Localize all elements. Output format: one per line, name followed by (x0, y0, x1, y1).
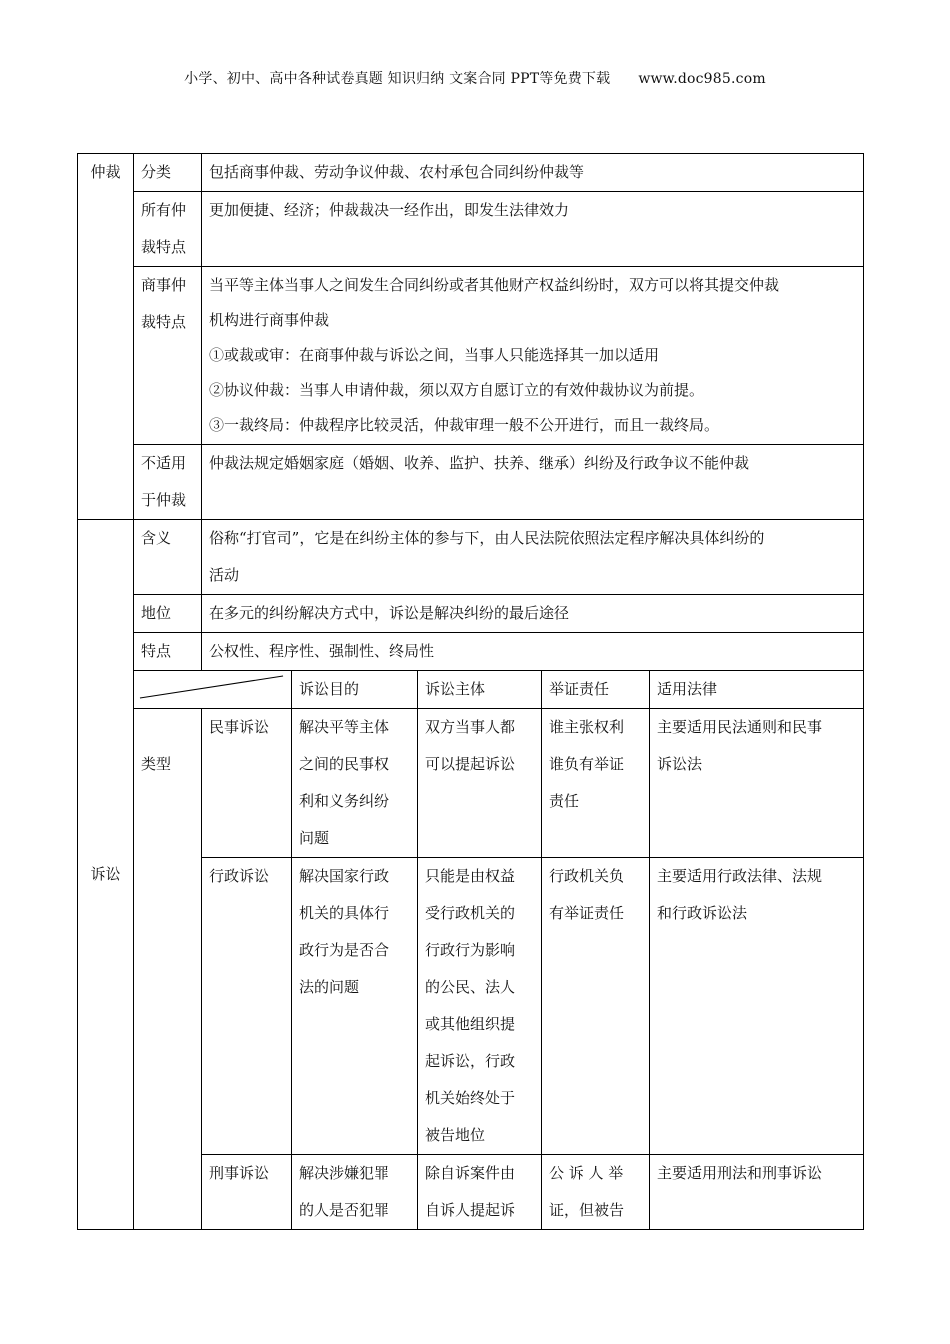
arbitration-general-features-content: 更加便捷、经济；仲裁裁决一经作出，即发生法律效力 (202, 192, 864, 267)
litigation-sub-label: 特点 (134, 633, 202, 671)
arbitration-row-general-features (78, 192, 864, 267)
type-subject: 双方当事人都 可以提起诉讼 (418, 709, 542, 858)
type-subject: 除自诉案件由 自诉人提起诉 (418, 1155, 542, 1230)
litigation-features-content: 公权性、程序性、强制性、终局性 (202, 633, 864, 671)
litigation-row-features (78, 633, 864, 671)
type-purpose: 解决国家行政 机关的具体行 政行为是否合 法的问题 (292, 858, 418, 1155)
litigation-sub-label: 含义 (134, 520, 202, 595)
type-subject: 只能是由权益 受行政机关的 行政行为影响 的公民、法人 或其他组织提 起诉讼，行政 机关始终处于 被告地位 (418, 858, 542, 1155)
arbitration-commercial-features-content: 当平等主体当事人之间发生合同纠纷或者其他财产权益纠纷时，双方可以将其提交仲裁 机构进行商事仲裁 ①或裁或审：在商事仲裁与诉讼之间，当事人只能选择其一加以适用 ②协议仲裁：当事人申请仲裁，须以双方自愿订立的有效仲裁协议为前提。 ③一裁终局：仲裁程序比较灵活，仲裁审理一般不公开进行，而且一裁终局。 (202, 267, 864, 445)
type-law: 主要适用民法通则和民事 诉讼法 (650, 709, 864, 858)
arbitration-classification-content: 包括商事仲裁、劳动争议仲裁、农村承包合同纠纷仲裁等 (202, 154, 864, 192)
litigation-sub-label: 地位 (134, 595, 202, 633)
type-row-civil (78, 709, 864, 858)
type-burden: 公 诉 人 举 证，但被告 (542, 1155, 650, 1230)
arbitration-row-classification (78, 154, 864, 192)
type-purpose: 解决涉嫌犯罪 的人是否犯罪 (292, 1155, 418, 1230)
litigation-row-status (78, 595, 864, 633)
type-burden: 谁主张权利 谁负有举证 责任 (542, 709, 650, 858)
type-burden: 行政机关负 有举证责任 (542, 858, 650, 1155)
type-law: 主要适用刑法和刑事诉讼 (650, 1155, 864, 1230)
types-label: 类型 (134, 709, 202, 1230)
header-text: 小学、初中、高中各种试卷真题 知识归纳 文案合同 PPT等免费下载 (184, 71, 611, 87)
type-name: 行政诉讼 (202, 858, 292, 1155)
arbitration-not-applicable-content: 仲裁法规定婚姻家庭（婚姻、收养、监护、扶养、继承）纠纷及行政争议不能仲裁 (202, 445, 864, 520)
type-name: 刑事诉讼 (202, 1155, 292, 1230)
type-name: 民事诉讼 (202, 709, 292, 858)
column-header-burden: 举证责任 (542, 671, 650, 709)
type-law: 主要适用行政法律、法规 和行政诉讼法 (650, 858, 864, 1155)
arbitration-row-commercial-features (78, 267, 864, 445)
diagonal-line (134, 671, 291, 708)
arbitration-sub-label: 分类 (134, 154, 202, 192)
column-header-law: 适用法律 (650, 671, 864, 709)
arbitration-sub-label: 不适用 于仲裁 (134, 445, 202, 520)
litigation-status-content: 在多元的纠纷解决方式中，诉讼是解决纠纷的最后途径 (202, 595, 864, 633)
litigation-row-meaning (78, 520, 864, 595)
arbitration-row-not-applicable (78, 445, 864, 520)
dispute-resolution-table (77, 153, 864, 1230)
litigation-label: 诉讼 (78, 520, 134, 1230)
arbitration-label: 仲裁 (78, 154, 134, 520)
page-header (0, 68, 950, 88)
header-url: www.doc985.com (638, 71, 766, 87)
type-purpose: 解决平等主体 之间的民事权 利和义务纠纷 问题 (292, 709, 418, 858)
types-header-row (78, 671, 864, 709)
column-header-purpose: 诉讼目的 (292, 671, 418, 709)
column-header-subject: 诉讼主体 (418, 671, 542, 709)
arbitration-sub-label: 所有仲 裁特点 (134, 192, 202, 267)
arbitration-sub-label: 商事仲 裁特点 (134, 267, 202, 445)
litigation-meaning-content: 俗称“打官司”，它是在纠纷主体的参与下，由人民法院依照法定程序解决具体纠纷的 活动 (202, 520, 864, 595)
diagonal-header-cell (134, 671, 292, 709)
